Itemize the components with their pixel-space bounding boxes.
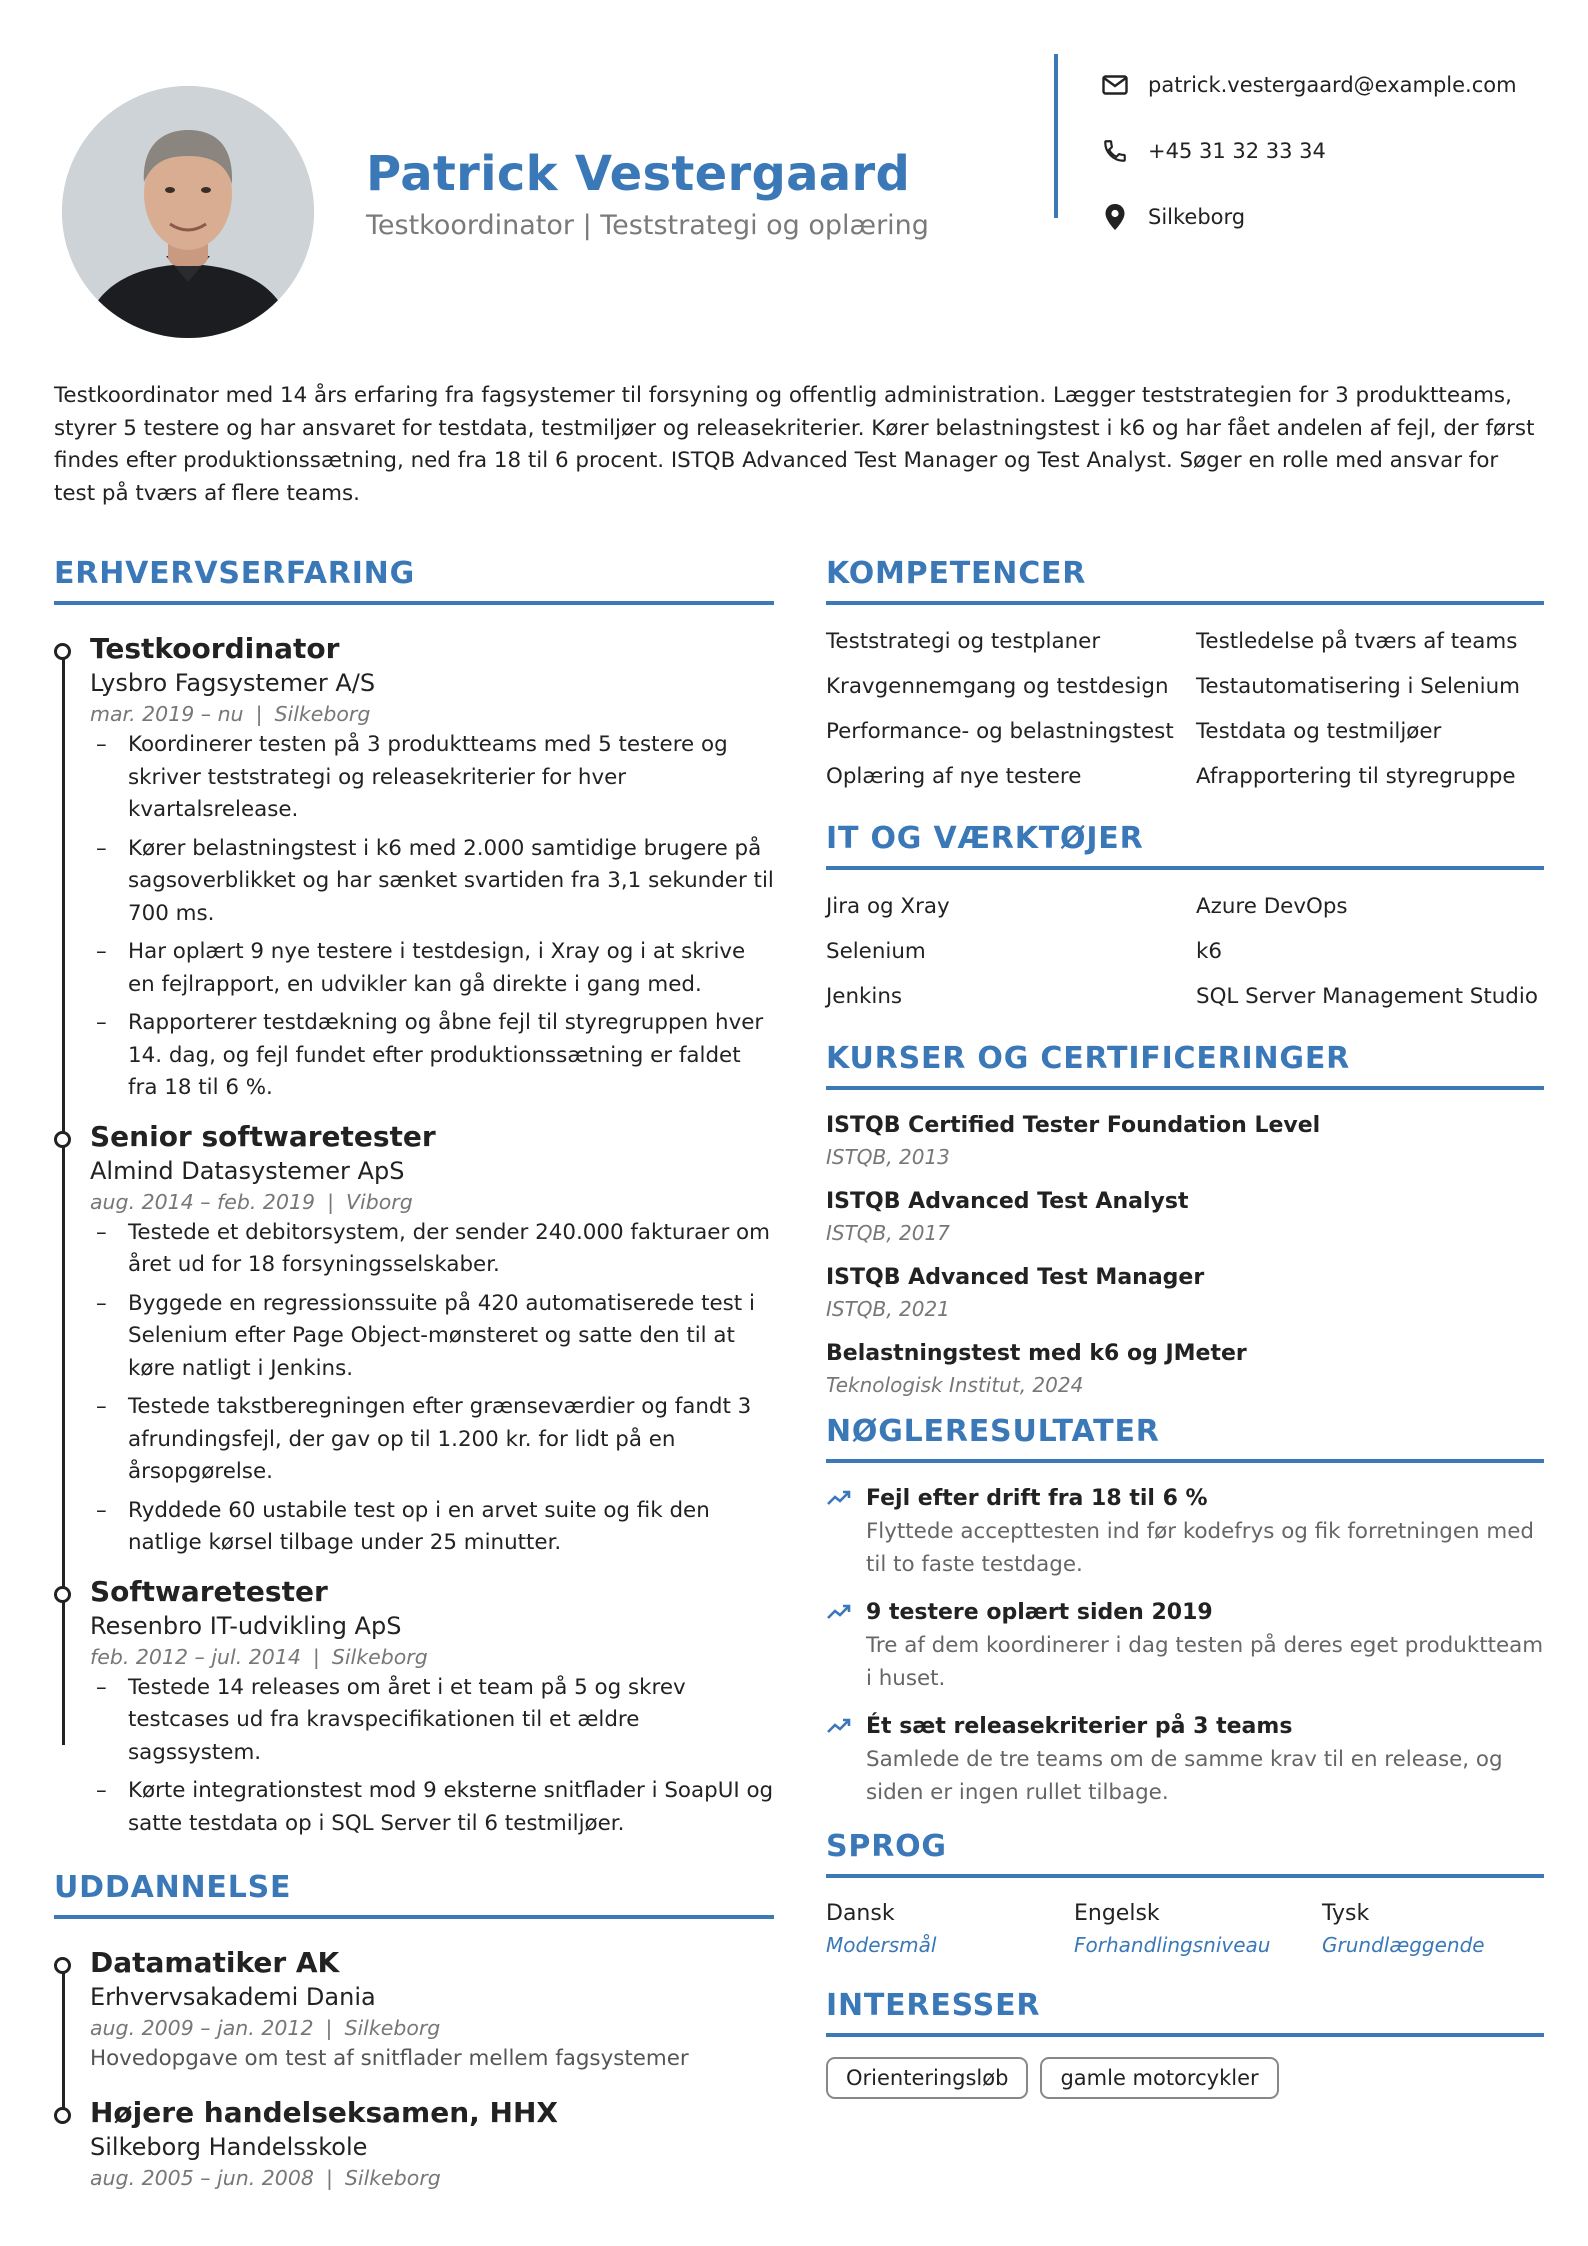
timeline-dot	[54, 1586, 71, 1603]
location-text: Silkeborg	[1148, 205, 1246, 229]
cert-name: Belastningstest med k6 og JMeter	[826, 1341, 1247, 1366]
skill-item: Testledelse på tværs af teams	[1196, 629, 1518, 654]
result-description: Tre af dem koordinerer i dag testen på deres eget produktteam i huset.	[866, 1633, 1544, 1691]
phone-text: +45 31 32 33 34	[1148, 139, 1326, 163]
education-period: aug. 2005 – jun. 2008	[90, 2166, 314, 2190]
job-bullet: – Har oplært 9 nye testere i testdesign, i Xray og i at skrive en fejlrapport, en udvikler kan gå direkte i gang med.	[96, 939, 746, 997]
education-entry	[54, 1945, 774, 2075]
degree-title: Datamatiker AK	[90, 1946, 340, 1979]
section-title-tools: IT OG VÆRKTØJER	[826, 821, 1544, 870]
language-entry	[1322, 1898, 1570, 1960]
phone-icon	[1100, 136, 1130, 166]
job-meta: aug. 2014 – feb. 2019 | Viborg	[90, 1189, 413, 1214]
job-location: Silkeborg	[274, 702, 371, 726]
section-title-certifications: KURSER OG CERTIFICERINGER	[826, 1041, 1544, 1090]
interest-tag: gamle motorcykler	[1040, 2057, 1278, 2099]
section-title-experience: ERHVERVSERFARING	[54, 556, 774, 605]
cert-issuer: ISTQB, 2021	[826, 1297, 950, 1321]
tool-item: Selenium	[826, 939, 926, 964]
job-entry	[54, 1574, 774, 1841]
education-location: Silkeborg	[344, 2016, 441, 2040]
result-title: 9 testere oplært siden 2019	[866, 1600, 1213, 1625]
job-period: feb. 2012 – jul. 2014	[90, 1644, 301, 1669]
language-entry	[826, 1898, 1074, 1960]
left-column	[54, 556, 774, 2193]
result-title: Fejl efter drift fra 18 til 6 %	[866, 1486, 1208, 1511]
tools-grid	[826, 884, 1544, 1019]
language-name: Engelsk	[1074, 1901, 1160, 1926]
education-entry	[54, 2095, 774, 2193]
skill-item: Afrapportering til styregruppe	[1196, 764, 1516, 789]
result-entry	[826, 1597, 1544, 1695]
interests-list	[826, 2057, 1544, 2099]
contact-divider	[1054, 54, 1058, 218]
job-bullets	[90, 1672, 774, 1841]
job-company: Resenbro IT-udvikling ApS	[90, 1611, 402, 1640]
timeline-dot	[54, 2107, 71, 2124]
language-level: Grundlæggende	[1322, 1933, 1485, 1957]
interest-tag: Orienteringsløb	[826, 2057, 1028, 2099]
contact-location	[1100, 184, 1517, 250]
tool-item: Jira og Xray	[826, 894, 950, 919]
tool-item: Jenkins	[826, 984, 903, 1009]
timeline-dot	[54, 1957, 71, 1974]
education-timeline	[54, 1945, 774, 2193]
education-meta: aug. 2005 – jun. 2008 | Silkeborg	[90, 2166, 441, 2190]
school-name: Silkeborg Handelsskole	[90, 2133, 368, 2161]
candidate-headline: Testkoordinator | Teststrategi og oplæring	[366, 210, 929, 241]
job-entry	[54, 1119, 774, 1560]
job-bullets	[90, 729, 774, 1105]
job-meta: feb. 2012 – jul. 2014 | Silkeborg	[90, 1644, 428, 1669]
map-pin-icon	[1100, 202, 1130, 232]
contact-email[interactable]	[1100, 52, 1517, 118]
job-bullet: – Kørte integrationstest mod 9 eksterne snitflader i SoapUI og satte testdata op i SQL Server til 6 testmiljøer.	[96, 1778, 774, 1836]
skill-item: Teststrategi og testplaner	[826, 629, 1101, 654]
skills-grid	[826, 619, 1544, 799]
cert-name: ISTQB Advanced Test Analyst	[826, 1189, 1189, 1214]
job-bullet: – Byggede en regressionssuite på 420 automatiserede test i Selenium efter Page Object-mønsteret og satte den til at køre natligt i Jenkins.	[96, 1290, 755, 1381]
candidate-name: Patrick Vestergaard	[366, 146, 911, 202]
result-entry	[826, 1711, 1544, 1809]
certifications-list	[826, 1110, 1544, 1400]
cert-name: ISTQB Advanced Test Manager	[826, 1265, 1205, 1290]
skill-item: Kravgennemgang og testdesign	[826, 674, 1169, 699]
results-list	[826, 1483, 1544, 1809]
result-description: Samlede de tre teams om de samme krav til en release, og siden er ingen rullet tilbage.	[866, 1747, 1503, 1805]
job-title: Senior softwaretester	[90, 1119, 436, 1153]
language-name: Tysk	[1322, 1901, 1370, 1926]
skill-item: Oplæring af nye testere	[826, 764, 1082, 789]
email-text: patrick.vestergaard@example.com	[1148, 73, 1517, 97]
section-title-education: UDDANNELSE	[54, 1870, 774, 1919]
school-name: Erhvervsakademi Dania	[90, 1983, 376, 2011]
tool-item: SQL Server Management Studio	[1196, 984, 1538, 1009]
trend-up-icon	[826, 1603, 852, 1623]
job-bullets	[90, 1217, 774, 1560]
profile-summary: Testkoordinator med 14 års erfaring fra fagsystemer til forsyning og offentlig administration. Lægger teststrategien for 3 produktteams, styrer 5 testere og har ansvaret for testdata, testmiljøer og releasekriterier. Kører belastningstest i k6 og har fået andelen af fejl, der først findes efter produktionssætning, ned fra 18 til 6 procent. ISTQB Advanced Test Manager og Test Analyst. Søger en rolle med ansvar for test på tværs af flere teams.	[54, 383, 1535, 506]
job-period: mar. 2019 – nu	[90, 702, 244, 726]
cert-entry	[826, 1338, 1544, 1400]
timeline-dot	[54, 643, 71, 660]
right-column	[826, 556, 1544, 2099]
education-location: Silkeborg	[344, 2166, 441, 2190]
job-entry	[54, 631, 774, 1105]
job-bullet: – Testede et debitorsystem, der sender 240.000 fakturaer om året ud for 18 forsyningsselskaber.	[96, 1219, 770, 1277]
degree-title: Højere handelseksamen, HHX	[90, 2096, 558, 2129]
job-location: Silkeborg	[331, 1644, 428, 1669]
education-period: aug. 2009 – jan. 2012	[90, 2016, 314, 2040]
job-meta: mar. 2019 – nu | Silkeborg	[90, 702, 371, 726]
result-title: Ét sæt releasekriterier på 3 teams	[866, 1714, 1293, 1739]
skill-item: Testautomatisering i Selenium	[1196, 674, 1520, 699]
education-meta: aug. 2009 – jan. 2012 | Silkeborg	[90, 2016, 441, 2040]
job-bullet: – Kører belastningstest i k6 med 2.000 samtidige brugere på sagsoverblikket og har sænket svartiden fra 3,1 sekunder til 700 ms.	[96, 835, 774, 926]
cert-entry	[826, 1110, 1544, 1172]
cert-entry	[826, 1262, 1544, 1324]
job-company: Almind Datasystemer ApS	[90, 1156, 405, 1185]
job-bullet: – Rapporterer testdækning og åbne fejl til styregruppen hver 14. dag, og fejl fundet efter produktionssætning er faldet fra 18 til 6 %.	[96, 1010, 764, 1100]
timeline-line	[62, 655, 65, 1745]
language-level: Modersmål	[826, 1933, 937, 1957]
section-title-results: NØGLERESULTATER	[826, 1414, 1544, 1463]
trend-up-icon	[826, 1717, 852, 1737]
experience-timeline	[54, 631, 774, 1840]
tool-item: k6	[1196, 939, 1222, 964]
cert-issuer: Teknologisk Institut, 2024	[826, 1373, 1084, 1397]
section-title-languages: SPROG	[826, 1829, 1544, 1878]
language-level: Forhandlingsniveau	[1074, 1933, 1271, 1957]
timeline-dot	[54, 1131, 71, 1148]
job-period: aug. 2014 – feb. 2019	[90, 1189, 316, 1214]
cert-issuer: ISTQB, 2013	[826, 1145, 950, 1169]
trend-up-icon	[826, 1489, 852, 1509]
education-note: Hovedopgave om test af snitflader mellem fagsystemer	[90, 2046, 689, 2071]
job-company: Lysbro Fagsystemer A/S	[90, 669, 376, 697]
language-entry	[1074, 1898, 1322, 1960]
tool-item: Azure DevOps	[1196, 894, 1348, 919]
job-location: Viborg	[346, 1189, 413, 1214]
languages-list	[826, 1898, 1544, 1960]
job-title: Testkoordinator	[90, 632, 340, 665]
contact-phone[interactable]	[1100, 118, 1517, 184]
mail-icon	[1100, 70, 1130, 100]
section-title-skills: KOMPETENCER	[826, 556, 1544, 605]
job-bullet: – Koordinerer testen på 3 produktteams med 5 testere og skriver teststrategi og releasekriterier for hver kvartalsrelease.	[96, 732, 728, 822]
cert-entry	[826, 1186, 1544, 1248]
skill-item: Testdata og testmiljøer	[1196, 719, 1442, 744]
job-title: Softwaretester	[90, 1574, 328, 1608]
job-bullet: – Testede 14 releases om året i et team på 5 og skrev testcases ud fra kravspecifikationen til et ældre sagssystem.	[96, 1674, 686, 1765]
skill-item: Performance- og belastningstest	[826, 719, 1174, 744]
timeline-line	[62, 1969, 65, 2119]
cert-name: ISTQB Certified Tester Foundation Level	[826, 1113, 1321, 1138]
section-title-interests: INTERESSER	[826, 1988, 1544, 2037]
contact-block	[1100, 52, 1517, 250]
cert-issuer: ISTQB, 2017	[826, 1221, 950, 1245]
result-description: Flyttede accepttesten ind før kodefrys og fik forretningen med til to faste testdage.	[866, 1519, 1534, 1577]
profile-photo	[62, 86, 314, 338]
job-bullet: – Testede takstberegningen efter grænseværdier og fandt 3 afrundingsfejl, der gav op til 1.200 kr. for lidt på en årsopgørelse.	[96, 1394, 752, 1484]
job-bullet: – Ryddede 60 ustabile test op i en arvet suite og fik den natlige kørsel tilbage under 25 minutter.	[96, 1497, 710, 1555]
language-name: Dansk	[826, 1901, 895, 1926]
result-entry	[826, 1483, 1544, 1581]
